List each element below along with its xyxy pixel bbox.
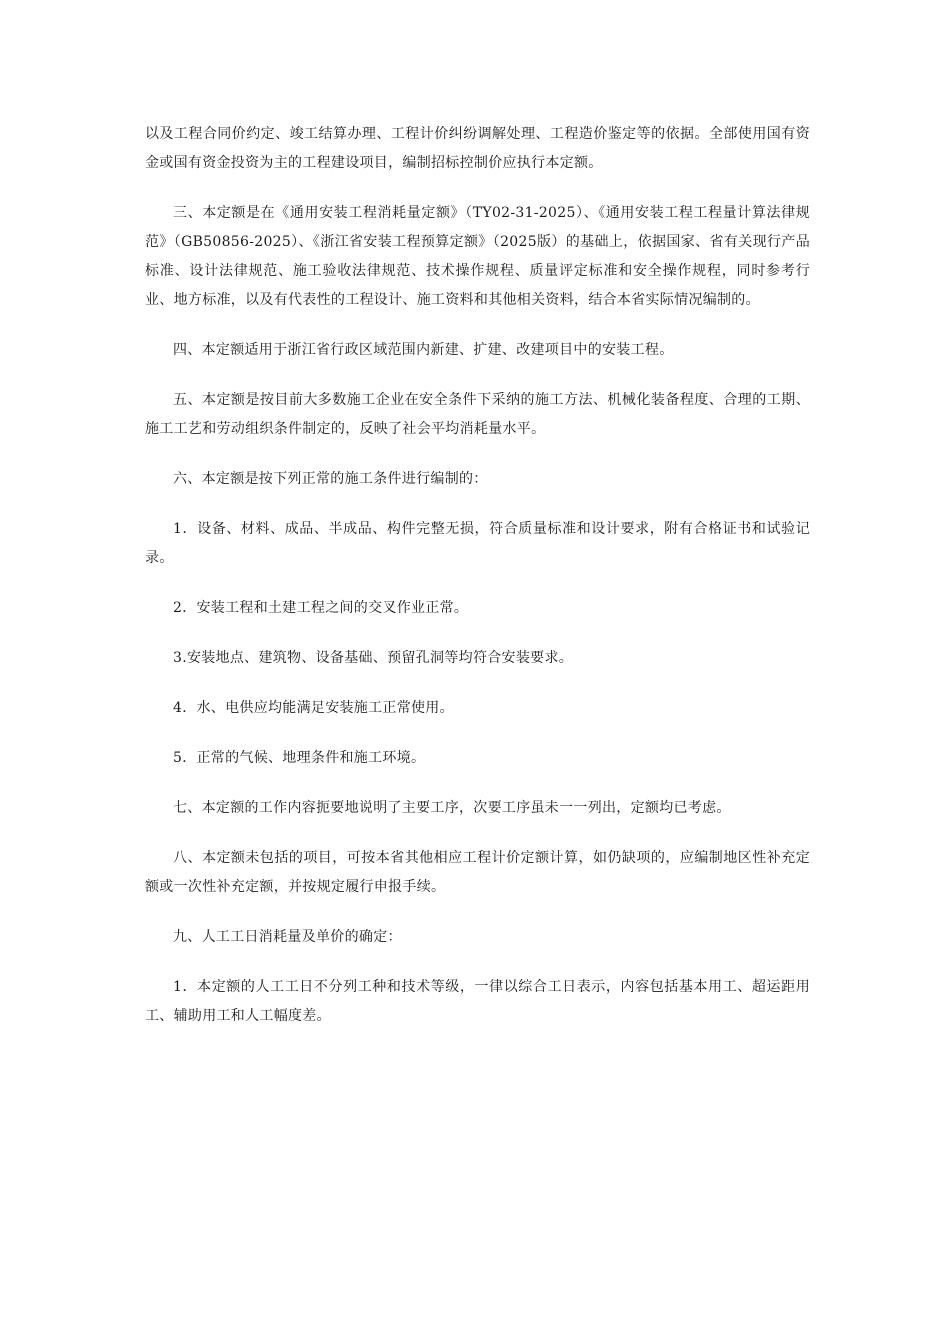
document-page xyxy=(145,120,810,1052)
paragraph-section-4: 四、本定额适用于浙江省行政区域范围内新建、扩建、改建项目中的安装工程。 xyxy=(173,342,674,358)
paragraph-condition-4: 4．水、电供应均能满足安装施工正常使用。 xyxy=(173,700,454,716)
paragraph-section-6: 六、本定额是按下列正常的施工条件进行编制的： xyxy=(173,471,488,487)
paragraph-section-7: 七、本定额的工作内容扼要地说明了主要工序，次要工序虽未一一列出，定额均已考虑。 xyxy=(173,800,731,816)
paragraph-section-9: 九、人工工日消耗量及单价的确定： xyxy=(173,929,402,945)
paragraph-section-8: 八、本定额未包括的项目，可按本省其他相应工程计价定额计算，如仍缺项的，应编制地区性补充定额或一次性补充定额，并按规定履行申报手续。 xyxy=(145,850,810,895)
paragraph-condition-1: 1．设备、材料、成品、半成品、构件完整无损，符合质量标准和设计要求，附有合格证书和试验记录。 xyxy=(145,521,810,566)
paragraph-continuation: 以及工程合同价约定、竣工结算办理、工程计价纠纷调解处理、工程造价鉴定等的依据。全部使用国有资金或国有资金投资为主的工程建设项目，编制招标控制价应执行本定额。 xyxy=(145,126,810,171)
paragraph-section-3: 三、本定额是在《通用安装工程消耗量定额》（TY02-31-2025）、《通用安装工程工程量计算法律规范》（GB50856-2025）、《浙江省安装工程预算定额》（2025版）的基础上，依据国家、省有关现行产品标准、设计法律规范、施工验收法律规范、技术操作规程、质量评定标准和安全操作规程，同时参考行业、地方标准，以及有代表性的工程设计、施工资料和其他相关资料，结合本省实际情况编制的。 xyxy=(145,205,810,308)
paragraph-condition-5: 5．正常的气候、地理条件和施工环境。 xyxy=(173,750,426,766)
paragraph-condition-2: 2．安装工程和土建工程之间的交叉作业正常。 xyxy=(173,600,469,616)
paragraph-section-5: 五、本定额是按目前大多数施工企业在安全条件下采纳的施工方法、机械化装备程度、合理的工期、施工工艺和劳动组织条件制定的，反映了社会平均消耗量水平。 xyxy=(145,392,810,437)
paragraph-labor-1: 1．本定额的人工工日不分列工种和技术等级，一律以综合工日表示，内容包括基本用工、超运距用工、辅助用工和人工幅度差。 xyxy=(145,979,810,1024)
paragraph-condition-3: 3.安装地点、建筑物、设备基础、预留孔洞等均符合安装要求。 xyxy=(173,650,574,666)
